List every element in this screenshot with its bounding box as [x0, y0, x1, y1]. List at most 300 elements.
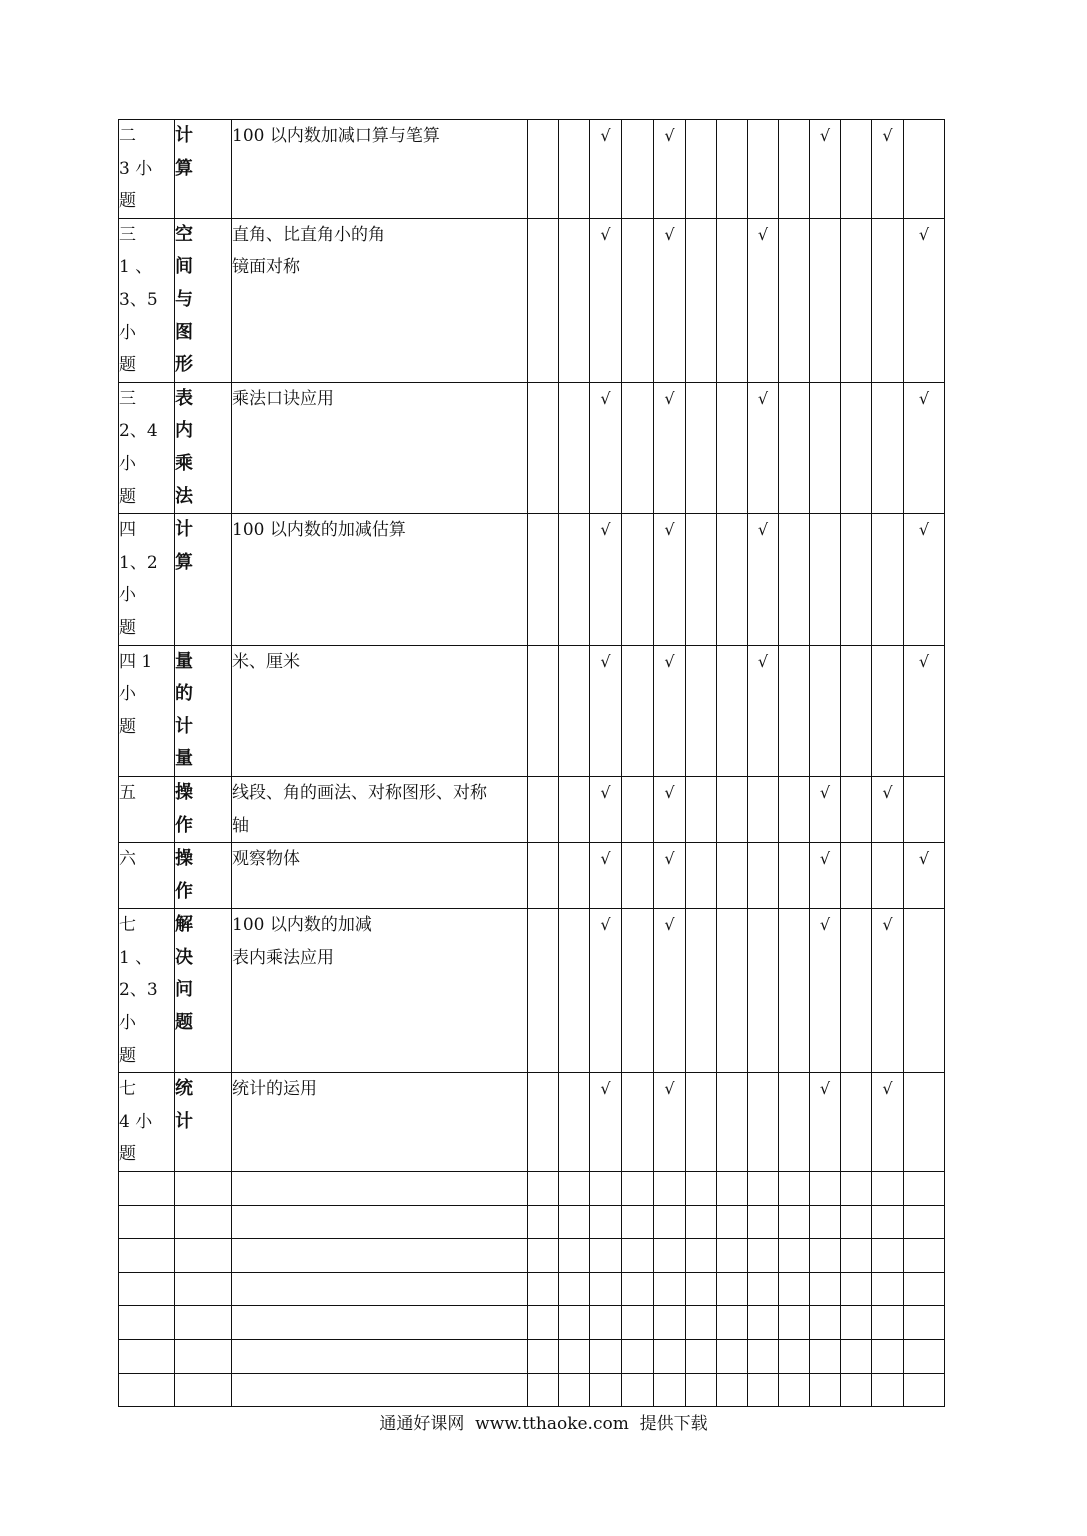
empty-cell	[622, 1205, 654, 1239]
mark-cell	[654, 1073, 686, 1172]
content-text: 直角、比直角小的角	[232, 224, 385, 245]
mark-cell	[559, 645, 590, 776]
mark-cell	[904, 776, 945, 842]
empty-cell	[175, 1272, 232, 1306]
empty-table-row	[119, 1205, 945, 1239]
mark-cell	[590, 218, 622, 382]
empty-cell	[872, 1172, 904, 1206]
check-mark: √	[600, 520, 611, 540]
check-mark: √	[918, 388, 930, 408]
question-section-cell	[119, 776, 175, 842]
mark-cell	[872, 776, 904, 842]
empty-cell	[175, 1373, 232, 1407]
knowledge-category-char: 乘	[175, 452, 193, 474]
empty-cell	[779, 1272, 810, 1306]
empty-cell	[717, 1205, 748, 1239]
mark-cell	[717, 645, 748, 776]
mark-cell	[779, 1073, 810, 1172]
empty-table-row	[119, 1340, 945, 1374]
check-mark: √	[882, 1079, 893, 1099]
knowledge-category-cell	[175, 514, 232, 645]
empty-table-row	[119, 1172, 945, 1206]
table-row	[119, 218, 945, 382]
mark-cell	[590, 645, 622, 776]
empty-cell	[904, 1239, 945, 1273]
empty-cell	[622, 1373, 654, 1407]
question-section-text: 小	[119, 1013, 136, 1034]
empty-cell	[748, 1373, 779, 1407]
empty-cell	[872, 1239, 904, 1273]
mark-cell	[717, 909, 748, 1073]
empty-cell	[779, 1373, 810, 1407]
empty-cell	[686, 1239, 717, 1273]
knowledge-category-char: 法	[175, 485, 193, 507]
mark-cell	[686, 120, 717, 219]
check-mark: √	[664, 388, 675, 408]
mark-cell	[686, 776, 717, 842]
empty-cell	[904, 1373, 945, 1407]
mark-cell	[559, 776, 590, 842]
empty-cell	[654, 1272, 686, 1306]
mark-cell	[717, 1073, 748, 1172]
check-mark: √	[600, 782, 611, 802]
mark-cell	[717, 843, 748, 909]
mark-cell	[528, 843, 559, 909]
empty-cell	[686, 1340, 717, 1374]
empty-cell	[590, 1272, 622, 1306]
empty-cell	[232, 1340, 528, 1374]
mark-cell	[810, 218, 841, 382]
mark-cell	[779, 776, 810, 842]
mark-cell	[904, 909, 945, 1073]
mark-cell	[654, 843, 686, 909]
mark-cell	[779, 645, 810, 776]
mark-cell	[872, 382, 904, 513]
mark-cell	[872, 909, 904, 1073]
empty-cell	[717, 1272, 748, 1306]
knowledge-category-cell	[175, 843, 232, 909]
knowledge-category-cell	[175, 1073, 232, 1172]
mark-cell	[686, 382, 717, 513]
empty-cell	[810, 1239, 841, 1273]
mark-cell	[810, 1073, 841, 1172]
empty-cell	[748, 1272, 779, 1306]
mark-cell	[748, 1073, 779, 1172]
content-text: 100 以内数加减口算与笔算	[232, 126, 440, 146]
knowledge-category-char: 统	[175, 1078, 193, 1100]
empty-cell	[559, 1172, 590, 1206]
empty-cell	[590, 1373, 622, 1407]
mark-cell	[559, 382, 590, 513]
mark-cell	[872, 843, 904, 909]
knowledge-category-char: 内	[175, 420, 193, 442]
mark-cell	[748, 645, 779, 776]
knowledge-category-char: 的	[175, 683, 193, 705]
question-section-text: 七	[119, 1079, 136, 1100]
empty-cell	[590, 1306, 622, 1340]
mark-cell	[841, 843, 872, 909]
mark-cell	[810, 776, 841, 842]
mark-cell	[559, 1073, 590, 1172]
empty-cell	[810, 1373, 841, 1407]
empty-cell	[559, 1306, 590, 1340]
empty-cell	[872, 1205, 904, 1239]
mark-cell	[528, 909, 559, 1073]
knowledge-category-cell	[175, 645, 232, 776]
empty-cell	[717, 1373, 748, 1407]
mark-cell	[528, 514, 559, 645]
content-text: 轴	[232, 815, 249, 836]
mark-cell	[872, 120, 904, 219]
mark-cell	[686, 645, 717, 776]
empty-cell	[717, 1340, 748, 1374]
mark-cell	[810, 382, 841, 513]
content-cell	[232, 1073, 528, 1172]
empty-table-row	[119, 1239, 945, 1273]
content-cell	[232, 843, 528, 909]
content-cell	[232, 645, 528, 776]
empty-cell	[872, 1373, 904, 1407]
question-section-text: 四 1	[119, 651, 153, 672]
check-mark: √	[757, 520, 769, 540]
empty-cell	[622, 1172, 654, 1206]
empty-cell	[810, 1205, 841, 1239]
question-section-cell	[119, 382, 175, 513]
question-section-text: 五	[119, 782, 136, 803]
check-mark: √	[757, 651, 769, 671]
check-mark: √	[757, 388, 769, 408]
check-mark: √	[664, 1079, 675, 1099]
knowledge-category-char: 量	[175, 748, 193, 770]
mark-cell	[872, 645, 904, 776]
mark-cell	[559, 514, 590, 645]
mark-cell	[904, 1073, 945, 1172]
check-mark: √	[600, 1079, 611, 1099]
mark-cell	[686, 909, 717, 1073]
mark-cell	[528, 776, 559, 842]
empty-cell	[779, 1340, 810, 1374]
mark-cell	[717, 514, 748, 645]
knowledge-category-char: 题	[175, 1012, 193, 1034]
empty-cell	[872, 1340, 904, 1374]
mark-cell	[590, 776, 622, 842]
knowledge-category-char: 计	[175, 715, 193, 737]
mark-cell	[841, 645, 872, 776]
empty-table-row	[119, 1306, 945, 1340]
empty-cell	[841, 1172, 872, 1206]
empty-cell	[717, 1172, 748, 1206]
check-mark: √	[600, 126, 611, 145]
empty-cell	[622, 1239, 654, 1273]
mark-cell	[622, 382, 654, 513]
mark-cell	[810, 645, 841, 776]
mark-cell	[872, 1073, 904, 1172]
empty-cell	[686, 1272, 717, 1306]
empty-cell	[559, 1373, 590, 1407]
knowledge-category-char: 计	[175, 519, 193, 541]
mark-cell	[779, 514, 810, 645]
empty-cell	[810, 1272, 841, 1306]
mark-cell	[779, 120, 810, 219]
check-mark: √	[600, 849, 611, 869]
empty-cell	[717, 1306, 748, 1340]
mark-cell	[841, 120, 872, 219]
empty-cell	[232, 1306, 528, 1340]
question-section-text: 三	[119, 224, 136, 245]
check-mark: √	[882, 126, 893, 145]
check-mark: √	[918, 224, 930, 244]
empty-cell	[841, 1239, 872, 1273]
empty-cell	[232, 1272, 528, 1306]
content-cell	[232, 120, 528, 219]
table-row	[119, 645, 945, 776]
content-cell	[232, 218, 528, 382]
empty-cell	[686, 1373, 717, 1407]
empty-cell	[175, 1172, 232, 1206]
empty-cell	[779, 1172, 810, 1206]
check-mark: √	[664, 915, 675, 935]
question-section-text: 3、5	[119, 289, 158, 310]
mark-cell	[590, 120, 622, 219]
check-mark: √	[819, 849, 831, 869]
check-mark: √	[664, 126, 675, 145]
table-row	[119, 843, 945, 909]
empty-cell	[528, 1340, 559, 1374]
mark-cell	[779, 218, 810, 382]
question-section-text: 三	[119, 388, 136, 409]
empty-cell	[748, 1239, 779, 1273]
empty-cell	[904, 1306, 945, 1340]
question-section-text: 小	[119, 684, 136, 705]
question-section-text: 3 小	[119, 158, 153, 179]
empty-cell	[686, 1172, 717, 1206]
empty-cell	[590, 1239, 622, 1273]
empty-cell	[232, 1172, 528, 1206]
empty-cell	[528, 1373, 559, 1407]
mark-cell	[590, 1073, 622, 1172]
empty-cell	[119, 1205, 175, 1239]
mark-cell	[528, 1073, 559, 1172]
question-section-text: 题	[119, 486, 136, 507]
empty-cell	[119, 1239, 175, 1273]
knowledge-category-char: 操	[175, 781, 193, 803]
knowledge-category-char: 决	[175, 946, 193, 968]
mark-cell	[654, 120, 686, 219]
mark-cell	[841, 514, 872, 645]
question-section-text: 1 、	[119, 947, 153, 968]
mark-cell	[904, 843, 945, 909]
mark-cell	[654, 776, 686, 842]
content-cell	[232, 909, 528, 1073]
question-section-cell	[119, 909, 175, 1073]
empty-table-row	[119, 1373, 945, 1407]
mark-cell	[904, 514, 945, 645]
mark-cell	[590, 514, 622, 645]
empty-cell	[528, 1239, 559, 1273]
empty-cell	[175, 1306, 232, 1340]
empty-table-row	[119, 1272, 945, 1306]
mark-cell	[622, 218, 654, 382]
question-section-text: 1 、	[119, 257, 153, 278]
question-section-text: 四	[119, 520, 136, 541]
question-section-cell	[119, 120, 175, 219]
mark-cell	[748, 843, 779, 909]
check-mark: √	[600, 388, 611, 408]
check-mark: √	[918, 651, 930, 671]
empty-cell	[779, 1306, 810, 1340]
mark-cell	[654, 382, 686, 513]
content-text: 镜面对称	[232, 257, 300, 278]
empty-cell	[810, 1172, 841, 1206]
empty-cell	[717, 1239, 748, 1273]
knowledge-category-char: 问	[175, 979, 193, 1001]
mark-cell	[841, 776, 872, 842]
mark-cell	[528, 120, 559, 219]
mark-cell	[904, 645, 945, 776]
mark-cell	[841, 1073, 872, 1172]
empty-cell	[622, 1340, 654, 1374]
knowledge-category-char: 操	[175, 848, 193, 870]
mark-cell	[654, 909, 686, 1073]
content-text: 表内乘法应用	[232, 947, 334, 968]
question-section-cell	[119, 218, 175, 382]
mark-cell	[622, 120, 654, 219]
empty-cell	[841, 1373, 872, 1407]
mark-cell	[622, 843, 654, 909]
empty-cell	[779, 1205, 810, 1239]
mark-cell	[810, 514, 841, 645]
check-mark: √	[819, 782, 831, 802]
question-section-text: 题	[119, 191, 136, 212]
check-mark: √	[918, 849, 930, 869]
mark-cell	[904, 382, 945, 513]
empty-cell	[841, 1205, 872, 1239]
content-text: 观察物体	[232, 849, 300, 870]
empty-cell	[175, 1239, 232, 1273]
check-mark: √	[664, 651, 675, 671]
question-section-text: 1、2	[119, 552, 158, 573]
empty-cell	[904, 1272, 945, 1306]
mark-cell	[528, 218, 559, 382]
mark-cell	[748, 382, 779, 513]
knowledge-category-char: 间	[175, 256, 193, 278]
mark-cell	[559, 120, 590, 219]
empty-cell	[119, 1272, 175, 1306]
mark-cell	[841, 909, 872, 1073]
question-section-text: 小	[119, 453, 136, 474]
question-section-text: 小	[119, 585, 136, 606]
question-section-text: 二	[119, 126, 136, 146]
check-mark: √	[819, 1079, 831, 1099]
empty-cell	[528, 1172, 559, 1206]
mark-cell	[528, 645, 559, 776]
empty-cell	[841, 1340, 872, 1374]
question-section-cell	[119, 843, 175, 909]
exam-analysis-table	[118, 119, 945, 1407]
question-section-text: 题	[119, 1045, 136, 1066]
question-section-text: 2、3	[119, 980, 158, 1001]
mark-cell	[622, 645, 654, 776]
empty-cell	[654, 1306, 686, 1340]
check-mark: √	[882, 782, 893, 802]
question-section-cell	[119, 1073, 175, 1172]
empty-cell	[654, 1239, 686, 1273]
check-mark: √	[664, 849, 675, 869]
check-mark: √	[918, 520, 930, 540]
mark-cell	[654, 218, 686, 382]
empty-cell	[559, 1205, 590, 1239]
empty-cell	[528, 1272, 559, 1306]
knowledge-category-char: 形	[175, 354, 193, 376]
check-mark: √	[600, 915, 611, 935]
mark-cell	[590, 382, 622, 513]
mark-cell	[717, 776, 748, 842]
empty-cell	[232, 1205, 528, 1239]
mark-cell	[748, 120, 779, 219]
empty-cell	[654, 1340, 686, 1374]
content-text: 乘法口诀应用	[232, 388, 334, 409]
question-section-text: 七	[119, 915, 136, 936]
empty-cell	[654, 1205, 686, 1239]
knowledge-category-char: 算	[175, 157, 193, 179]
mark-cell	[717, 120, 748, 219]
check-mark: √	[819, 126, 831, 145]
empty-cell	[904, 1172, 945, 1206]
mark-cell	[559, 843, 590, 909]
mark-cell	[841, 218, 872, 382]
mark-cell	[654, 514, 686, 645]
mark-cell	[779, 843, 810, 909]
empty-cell	[748, 1172, 779, 1206]
knowledge-category-cell	[175, 776, 232, 842]
empty-cell	[810, 1306, 841, 1340]
empty-cell	[654, 1373, 686, 1407]
table-row	[119, 120, 945, 219]
mark-cell	[559, 218, 590, 382]
mark-cell	[810, 909, 841, 1073]
knowledge-category-char: 计	[175, 1110, 193, 1132]
mark-cell	[904, 218, 945, 382]
knowledge-category-char: 量	[175, 650, 193, 672]
mark-cell	[841, 382, 872, 513]
empty-cell	[232, 1373, 528, 1407]
knowledge-category-char: 解	[175, 914, 193, 936]
question-section-text: 2、4	[119, 421, 158, 442]
empty-cell	[810, 1340, 841, 1374]
check-mark: √	[664, 224, 675, 244]
knowledge-category-cell	[175, 120, 232, 219]
empty-cell	[175, 1205, 232, 1239]
knowledge-category-char: 空	[175, 223, 193, 245]
empty-cell	[590, 1340, 622, 1374]
empty-cell	[559, 1239, 590, 1273]
knowledge-category-char: 作	[175, 814, 193, 836]
table-row	[119, 1073, 945, 1172]
empty-cell	[232, 1239, 528, 1273]
empty-cell	[119, 1172, 175, 1206]
mark-cell	[590, 843, 622, 909]
empty-cell	[748, 1306, 779, 1340]
question-section-text: 六	[119, 849, 136, 870]
empty-cell	[748, 1340, 779, 1374]
mark-cell	[622, 514, 654, 645]
empty-cell	[559, 1272, 590, 1306]
table-row	[119, 382, 945, 513]
content-text: 100 以内数的加减	[232, 915, 372, 936]
mark-cell	[810, 843, 841, 909]
mark-cell	[622, 1073, 654, 1172]
knowledge-category-char: 计	[175, 125, 193, 146]
